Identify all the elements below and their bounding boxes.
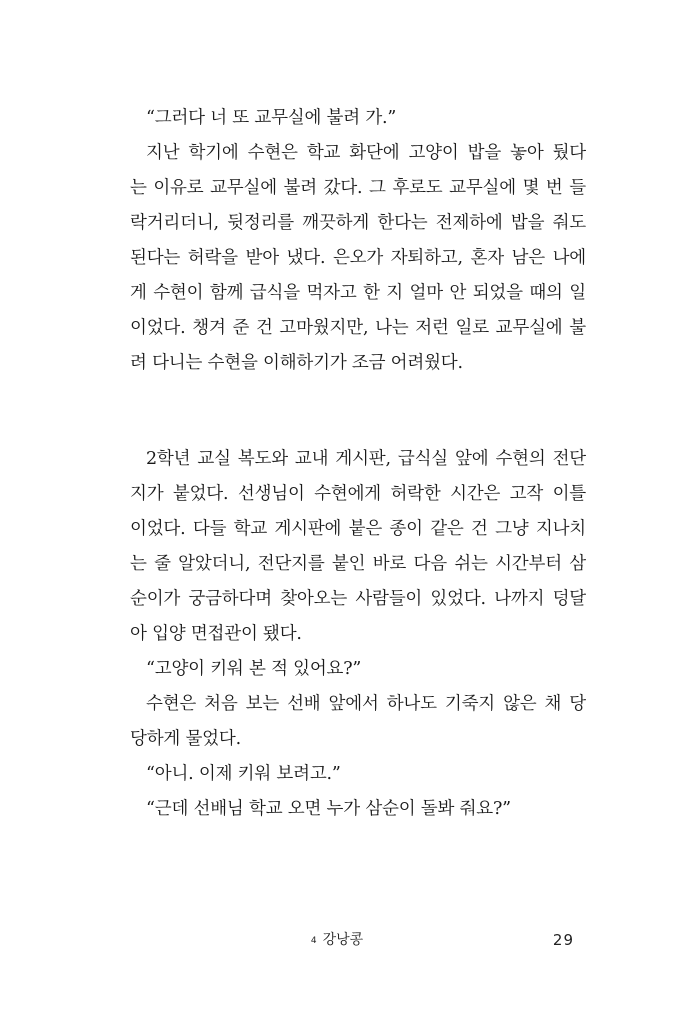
text-line: 게 수현이 함께 급식을 먹자고 한 지 얼마 안 되었을 때의 일	[130, 283, 586, 303]
text-line: 수현은 처음 보는 선배 앞에서 하나도 기죽지 않은 채 당	[146, 694, 586, 714]
text-line: 된다는 허락을 받아 냈다. 은오가 자퇴하고, 혼자 남은 나에	[130, 248, 586, 268]
text-line: 2학년 교실 복도와 교내 게시판, 급식실 앞에 수현의 전단	[146, 449, 586, 469]
text-line: “그러다 너 또 교무실에 불려 가.”	[146, 108, 397, 128]
text-line: “근데 선배님 학교 오면 누가 삼순이 돌봐 줘요?”	[146, 799, 511, 819]
text-line: 는 이유로 교무실에 불려 갔다. 그 후로도 교무실에 몇 번 들	[130, 178, 586, 198]
book-title: 강낭콩	[322, 932, 364, 948]
text-line: 당하게 물었다.	[130, 729, 241, 749]
body-text-block-1	[130, 101, 586, 381]
text-line: 려 다니는 수현을 이해하기가 조금 어려웠다.	[130, 353, 463, 373]
text-line: 이었다. 챙겨 준 건 고마웠지만, 나는 저런 일로 교무실에 불	[130, 318, 586, 338]
text-line: 이었다. 다들 학교 게시판에 붙은 종이 같은 건 그냥 지나치	[130, 519, 586, 539]
text-line: “아니. 이제 키워 보려고.”	[146, 764, 341, 784]
text-line: 는 줄 알았더니, 전단지를 붙인 바로 다음 쉬는 시간부터 삼	[130, 554, 586, 574]
page-number: 29	[552, 931, 574, 949]
text-line: 순이가 궁금하다며 찾아오는 사람들이 있었다. 나까지 덩달	[130, 589, 586, 609]
text-line: “고양이 키워 본 적 있어요?”	[146, 659, 362, 679]
text-line: 락거리더니, 뒷정리를 깨끗하게 한다는 전제하에 밥을 줘도	[130, 213, 586, 233]
chapter-mark: 4	[310, 936, 317, 946]
text-line: 지난 학기에 수현은 학교 화단에 고양이 밥을 놓아 뒀다	[146, 143, 586, 163]
text-line: 아 입양 면접관이 됐다.	[130, 624, 302, 644]
body-text-block-2	[130, 442, 586, 827]
text-line: 지가 붙었다. 선생님이 수현에게 허락한 시간은 고작 이틀	[130, 484, 586, 504]
